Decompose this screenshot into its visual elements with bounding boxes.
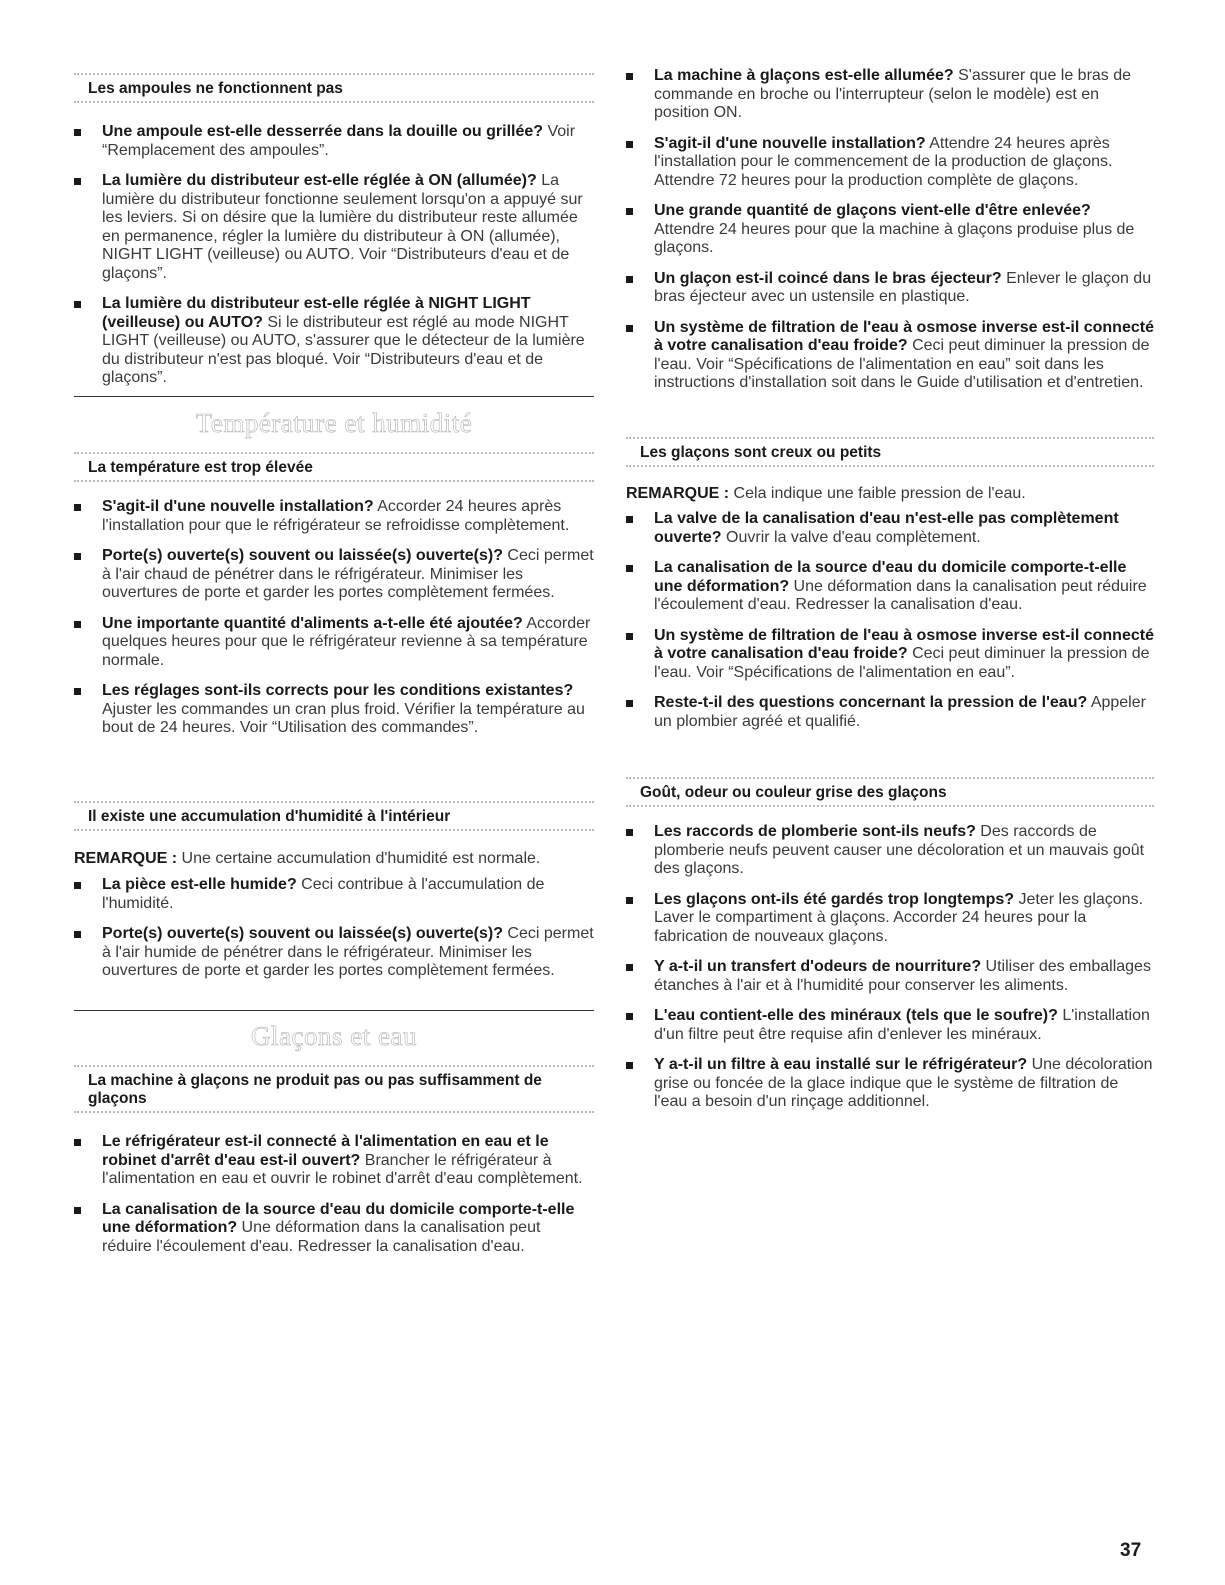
bulbs-list (74, 123, 594, 400)
temp-high-list (74, 498, 594, 750)
list-item: L'eau contient-elle des minéraux (tels que le soufre)? L'installation d'un filtre peut être requise afin d'enlever les minéraux. (626, 1007, 1154, 1044)
hollow-list (626, 510, 1154, 743)
list-item: S'agit-il d'une nouvelle installation? Attendre 24 heures après l'installation pour le commencement de la production de glaçons. Attendre 72 heures pour la production complète de glaçons. (626, 135, 1154, 191)
section-title-temperature: Température et humidité (195, 408, 473, 438)
section-title-ice-water: Glaçons et eau (251, 1021, 417, 1051)
subsection-heading-ice-maker: La machine à glaçons ne produit pas ou pas suffisamment de glaçons (74, 1065, 594, 1113)
ice-maker-list (74, 1133, 594, 1268)
list-item: S'agit-il d'une nouvelle installation? Accorder 24 heures après l'installation pour que le réfrigérateur se refroidisse complètement. (74, 498, 594, 535)
list-item: La pièce est-elle humide? Ceci contribue à l'accumulation de l'humidité. (74, 876, 594, 913)
ice-maker-cont-list (626, 67, 1154, 405)
humidity-note: REMARQUE : Une certaine accumulation d'humidité est normale. (74, 850, 541, 867)
list-item: Un système de filtration de l'eau à osmose inverse est-il connecté à votre canalisation d'eau froide? Ceci peut diminuer la pression de l'eau. Voir “Spécifications de l'alimentation en eau” soit dans les instructions d'installation soit dans le Guide d'utilisation et d'entretien. (626, 319, 1154, 393)
list-item: La lumière du distributeur est-elle réglée à NIGHT LIGHT (veilleuse) ou AUTO? Si le distributeur est réglé au mode NIGHT LIGHT (veilleuse) ou AUTO, s'assurer que le détecteur de la lumière du distributeur n'est pas bloqué. Voir “Distributeurs d'eau et de glaçons”. (74, 295, 594, 388)
list-item: La lumière du distributeur est-elle réglée à ON (allumée)? La lumière du distributeur fonctionne seulement lorsqu'on a appuyé sur les leviers. Si on désire que la lumière du distributeur reste allumée en permanence, régler la lumière du distributeur à ON (allumée), NIGHT LIGHT (veilleuse) ou AUTO. Voir “Distributeurs d'eau et de glaçons”. (74, 172, 594, 283)
subsection-heading-humidity: Il existe une accumulation d'humidité à l'intérieur (74, 801, 594, 831)
list-item: Y a-t-il un filtre à eau installé sur le réfrigérateur? Une décoloration grise ou foncée de la glace indique que le système de filtration de l'eau a besoin d'un rinçage additionnel. (626, 1056, 1154, 1112)
subsection-heading-taste: Goût, odeur ou couleur grise des glaçons (626, 777, 1154, 807)
taste-list (626, 823, 1154, 1124)
page-number: 37 (1120, 1540, 1142, 1561)
subsection-heading-bulbs: Les ampoules ne fonctionnent pas (74, 73, 594, 103)
list-item: La canalisation de la source d'eau du domicile comporte-t-elle une déformation? Une déformation dans la canalisation peut réduire l'écoulement d'eau. Redresser la canalisation d'eau. (74, 1201, 594, 1257)
list-item: La machine à glaçons est-elle allumée? S'assurer que le bras de commande en broche ou l'interrupteur (selon le modèle) est en position ON. (626, 67, 1154, 123)
humidity-list (74, 876, 594, 993)
list-item: Un système de filtration de l'eau à osmose inverse est-il connecté à votre canalisation d'eau froide? Ceci peut diminuer la pression de l'eau. Voir “Spécifications de l'alimentation en eau”. (626, 627, 1154, 683)
list-item: Une ampoule est-elle desserrée dans la douille ou grillée? Voir “Remplacement des ampoules”. (74, 123, 594, 160)
list-item: Les raccords de plomberie sont-ils neufs? Des raccords de plomberie neufs peuvent causer une décoloration et un mauvais goût des glaçons. (626, 823, 1154, 879)
subsection-heading-hollow: Les glaçons sont creux ou petits (626, 437, 1154, 467)
list-item: Reste-t-il des questions concernant la pression de l'eau? Appeler un plombier agréé et qualifié. (626, 694, 1154, 731)
list-item: Les glaçons ont-ils été gardés trop longtemps? Jeter les glaçons. Laver le compartiment à glaçons. Accorder 24 heures pour la fabrication de nouveaux glaçons. (626, 891, 1154, 947)
list-item: Une importante quantité d'aliments a-t-elle été ajoutée? Accorder quelques heures pour que le réfrigérateur revienne à sa température normale. (74, 615, 594, 671)
list-item: La valve de la canalisation d'eau n'est-elle pas complètement ouverte? Ouvrir la valve d'eau complètement. (626, 510, 1154, 547)
section-divider (74, 396, 594, 397)
list-item: Un glaçon est-il coincé dans le bras éjecteur? Enlever le glaçon du bras éjecteur avec un ustensile en plastique. (626, 270, 1154, 307)
hollow-note: REMARQUE : Cela indique une faible pression de l'eau. (626, 485, 1026, 502)
list-item: La canalisation de la source d'eau du domicile comporte-t-elle une déformation? Une déformation dans la canalisation peut réduire l'écoulement d'eau. Redresser la canalisation d'eau. (626, 559, 1154, 615)
list-item: Une grande quantité de glaçons vient-elle d'être enlevée? Attendre 24 heures pour que la machine à glaçons produise plus de glaçons. (626, 202, 1154, 258)
subsection-heading-temp-high: La température est trop élevée (74, 452, 594, 482)
list-item: Porte(s) ouverte(s) souvent ou laissée(s) ouverte(s)? Ceci permet à l'air chaud de pénétrer dans le réfrigérateur. Minimiser les ouvertures de porte et garder les portes complètement fermées. (74, 547, 594, 603)
list-item: Y a-t-il un transfert d'odeurs de nourriture? Utiliser des emballages étanches à l'air et à l'humidité pour conserver les aliments. (626, 958, 1154, 995)
section-divider (74, 1010, 594, 1011)
list-item: Porte(s) ouverte(s) souvent ou laissée(s) ouverte(s)? Ceci permet à l'air humide de pénétrer dans le réfrigérateur. Minimiser les ouvertures de porte et garder les portes complètement fermées. (74, 925, 594, 981)
list-item: Le réfrigérateur est-il connecté à l'alimentation en eau et le robinet d'arrêt d'eau est-il ouvert? Brancher le réfrigérateur à l'alimentation en eau et ouvrir le robinet d'arrêt d'eau complètement. (74, 1133, 594, 1189)
list-item: Les réglages sont-ils corrects pour les conditions existantes? Ajuster les commandes un cran plus froid. Vérifier la température au bout de 24 heures. Voir “Utilisation des commandes”. (74, 682, 594, 738)
